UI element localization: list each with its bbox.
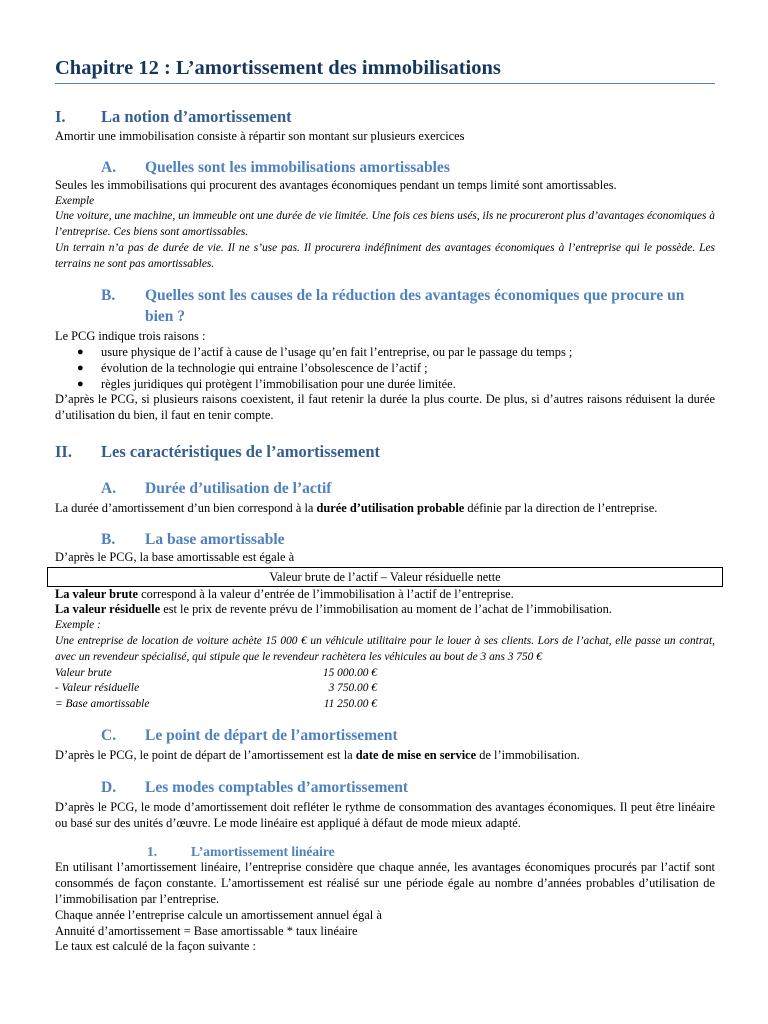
subsection-1-text: En utilisant l’amortissement linéaire, l’entreprise considère que chaque année, les avantages économiques procurés par l’actif sont consommés de façon constante. L’amortissement est réalisé sur une période égale au nombre d’années probables d’utilisation de l’immobilisation par l’entreprise.	[55, 860, 715, 907]
section-2c-heading	[55, 725, 715, 746]
example-label: Exemple :	[55, 619, 101, 632]
section-2d-text: D’après le PCG, le mode d’amortissement doit refléter le rythme de consommation des avantages économiques. Il peut être linéaire ou basé sur des unités d’œuvre. Le mode linéaire est appliqué à défaut de mode mieux adapté.	[55, 799, 715, 830]
calc-row: Valeur brute 15 000.00 €	[55, 666, 377, 679]
gross-value-definition: La valeur brute correspond à la valeur d’entrée de l’immobilisation à l’actif de l’entreprise.	[55, 586, 514, 601]
bullet-icon: ●	[77, 346, 84, 359]
section-2-title: Les caractéristiques de l’amortissement	[101, 441, 381, 461]
residual-value-definition: La valeur résiduelle est le prix de revente prévu de l’immobilisation au moment de l’achat de l’immobilisation.	[55, 602, 612, 617]
list-item: ● évolution de la technologie qui entraine l’obsolescence de l’actif ;	[77, 361, 428, 376]
section-2c-number: C.	[101, 727, 117, 745]
section-2-heading	[55, 442, 715, 462]
section-1-intro: Amortir une immobilisation consiste à répartir son montant sur plusieurs exercices	[55, 129, 465, 143]
section-1a-text: Seules les immobilisations qui procurent des avantages économiques pendant un temps limité sont amortissables.	[55, 177, 617, 192]
list-item: ● usure physique de l’actif à cause de l’usage qu’en fait l’entreprise, ou par le passage du temps ;	[77, 345, 573, 360]
section-2a-text: La durée d’amortissement d’un bien correspond à la durée d’utilisation probable définie par la direction de l’entreprise.	[55, 500, 658, 515]
section-2c-text: D’après le PCG, le point de départ de l’amortissement est la date de mise en service de l’immobilisation.	[55, 748, 580, 763]
section-2b-number: B.	[101, 530, 116, 548]
example-paragraph: Un terrain n’a pas de durée de vie. Il ne s’use pas. Il procurera indéfiniment des avantages économiques à l’entreprise qui le possède. Les terrains ne sont pas amortissables.	[55, 241, 715, 270]
section-1a-heading	[55, 157, 715, 178]
section-2-number: II.	[55, 441, 72, 461]
list-item: ● règles juridiques qui protègent l’immobilisation pour une durée limitée.	[77, 377, 456, 392]
example-paragraph: Une entreprise de location de voiture achète 15 000 € un véhicule utilitaire pour le louer à ses clients. Lors de l’achat, elle passe un contrat, avec un revendeur spécialisé, qui stipule que le revendeur rachètera les véhicules au bout de 3 ans 3 750 €	[55, 634, 715, 663]
section-2a-number: A.	[101, 479, 117, 497]
section-1-number: I.	[55, 107, 66, 126]
calc-row: - Valeur résiduelle 3 750.00 €	[55, 682, 377, 695]
section-2d-title: Les modes comptables d’amortissement	[145, 778, 409, 796]
section-1a-number: A.	[101, 158, 117, 176]
section-2a-heading	[55, 478, 715, 499]
subsection-1-formula: Annuité d’amortissement = Base amortissable * taux linéaire	[55, 923, 358, 938]
section-2c-title: Le point de départ de l’amortissement	[145, 727, 398, 745]
section-2d-number: D.	[101, 778, 117, 796]
section-1a-title: Quelles sont les immobilisations amortissables	[145, 158, 450, 176]
example-paragraph: Une voiture, une machine, un immeuble ont une durée de vie limitée. Une fois ces biens usés, ils ne procureront plus d’avantages économiques à l’entreprise. Ces biens sont amortissables.	[55, 210, 715, 239]
section-1b-number: B.	[101, 286, 116, 304]
subsection-1-heading	[55, 843, 715, 860]
section-1b-heading	[55, 285, 715, 327]
chapter-title: Chapitre 12 : L’amortissement des immobilisations	[55, 56, 715, 84]
formula-box: Valeur brute de l’actif – Valeur résiduelle nette	[47, 567, 723, 587]
document-page	[55, 56, 715, 955]
example-label: Exemple	[55, 194, 95, 207]
section-1b-conclusion: D’après le PCG, si plusieurs raisons coexistent, il faut retenir la durée la plus courte. De plus, si d’autres raisons réduisent la durée d’utilisation du bien, il faut en tenir compte.	[55, 392, 715, 423]
bullet-icon: ●	[77, 362, 84, 375]
section-2b-intro: D’après le PCG, la base amortissable est égale à	[55, 549, 295, 564]
bullet-icon: ●	[77, 378, 84, 391]
subsection-1-title: L’amortissement linéaire	[191, 844, 335, 860]
section-1-heading	[55, 107, 715, 127]
subsection-1-line: Chaque année l’entreprise calcule un amortissement annuel égal à	[55, 907, 382, 922]
reasons-list	[55, 344, 715, 392]
subsection-1-number: 1.	[147, 844, 158, 860]
section-1-title: La notion d’amortissement	[101, 107, 292, 126]
section-1b-title: Quelles sont les causes de la réduction des avantages économiques que procure un bien ?	[145, 286, 685, 325]
section-2b-title: La base amortissable	[145, 530, 285, 548]
section-2a-title: Durée d’utilisation de l’actif	[145, 479, 332, 497]
subsection-1-line: Le taux est calculé de la façon suivante :	[55, 939, 256, 954]
section-2b-heading	[55, 529, 715, 550]
calc-row: = Base amortissable 11 250.00 €	[55, 697, 377, 710]
section-1b-intro: Le PCG indique trois raisons :	[55, 328, 206, 343]
section-2d-heading	[55, 777, 715, 798]
